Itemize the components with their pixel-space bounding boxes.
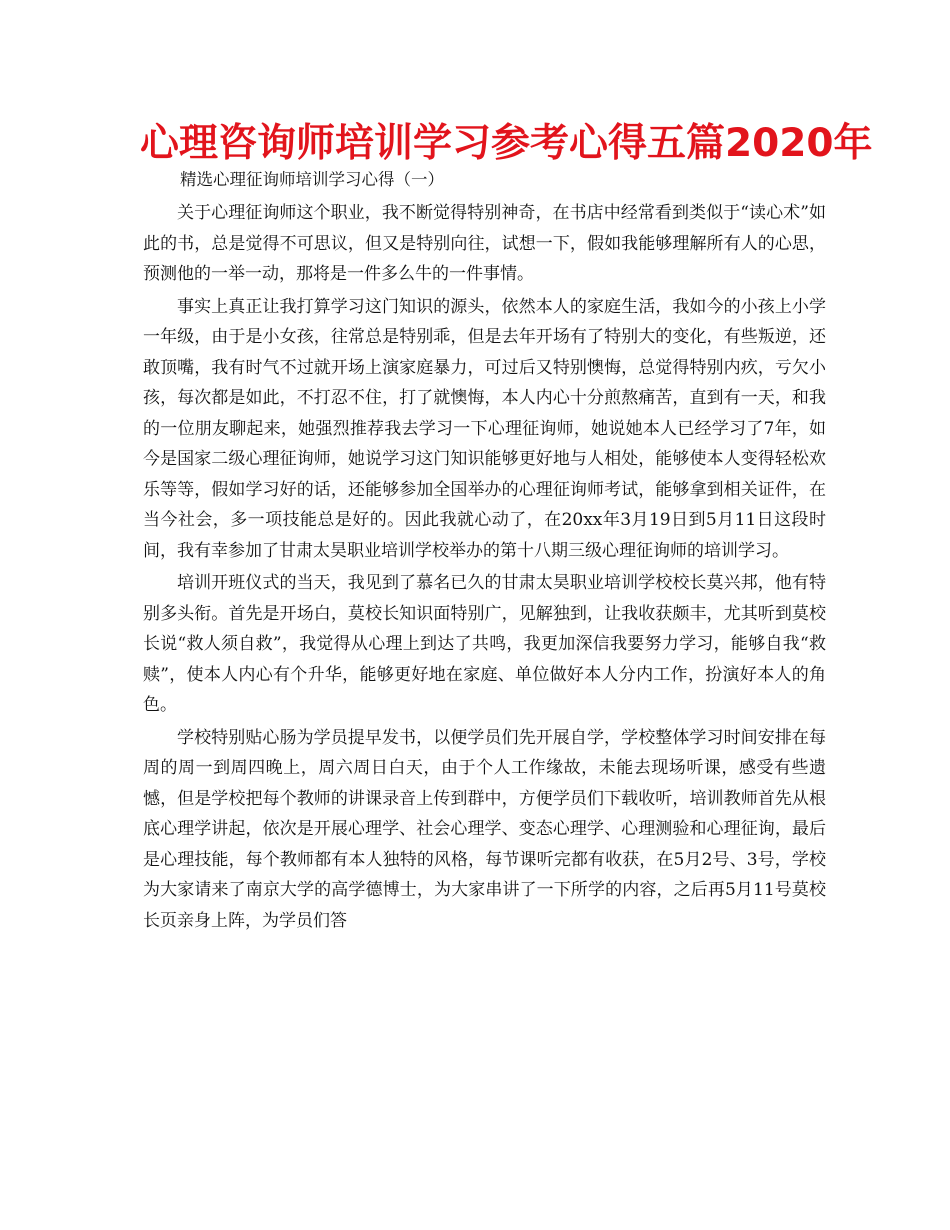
body-paragraph: 培训开班仪式的当天，我见到了慕名已久的甘肃太昊职业培训学校校长莫兴邦，他有特别多头衔。首先是开场白，莫校长知识面特别广，见解独到，让我收获颇丰，尤其听到莫校长说“救人须自救”，我觉得从心理上到达了共鸣，我更加深信我要努力学习，能够自我“救赎”，使本人内心有个升华，能够更好地在家庭、单位做好本人分内工作，扮演好本人的角色。 [143,573,826,715]
body-paragraph: 关于心理征询师这个职业，我不断觉得特别神奇，在书店中经常看到类似于“读心术”如此的书，总是觉得不可思议，但又是特别向往，试想一下，假如我能够理解所有人的心思，预测他的一举一动，那将是一件多么牛的一件事情。 [143,203,826,284]
body-paragraph: 事实上真正让我打算学习这门知识的源头，依然本人的家庭生活，我如今的小孩上小学一年级，由于是小女孩，往常总是特别乖，但是去年开场有了特别大的变化，有些叛逆，还敢顶嘴，我有时气不过就开场上演家庭暴力，可过后又特别懊悔，总觉得特别内疚，亏欠小孩，每次都是如此，不打忍不住，打了就懊悔，本人内心十分煎熬痛苦，直到有一天，和我的一位朋友聊起来，她强烈推荐我去学习一下心理征询师，她说她本人已经学习了7年，如今是国家二级心理征询师，她说学习这门知识能够更好地与人相处，能够使本人变得轻松欢乐等等，假如学习好的话，还能够参加全国举办的心理征询师考试，能够拿到相关证件，在当今社会，多一项技能总是好的。因此我就心动了，在20xx年3月19日到5月11日这段时间，我有幸参加了甘肃太昊职业培训学校举办的第十八期三级心理征询师的培训学习。 [143,296,826,561]
document-title: 心理咨询师培训学习参考心得五篇2020年 [140,121,873,166]
body-paragraph: 学校特别贴心肠为学员提早发书，以便学员们先开展自学，学校整体学习时间安排在每周的周一到周四晚上，周六周日白天，由于个人工作缘故，未能去现场听课，感受有些遗憾，但是学校把每个教师的讲课录音上传到群中，方便学员们下载收听，培训教师首先从根底心理学讲起，依次是开展心理学、社会心理学、变态心理学、心理测验和心理征询，最后是心理技能，每个教师都有本人独特的风格，每节课听完都有收获，在5月2号、3号，学校为大家请来了南京大学的高学德博士，为大家串讲了一下所学的内容，之后再5月11号莫校长页亲身上阵，为学员们答 [143,727,826,931]
document-subtitle: 精选心理征询师培训学习心得（一） [180,170,444,189]
document-body [143,198,826,938]
